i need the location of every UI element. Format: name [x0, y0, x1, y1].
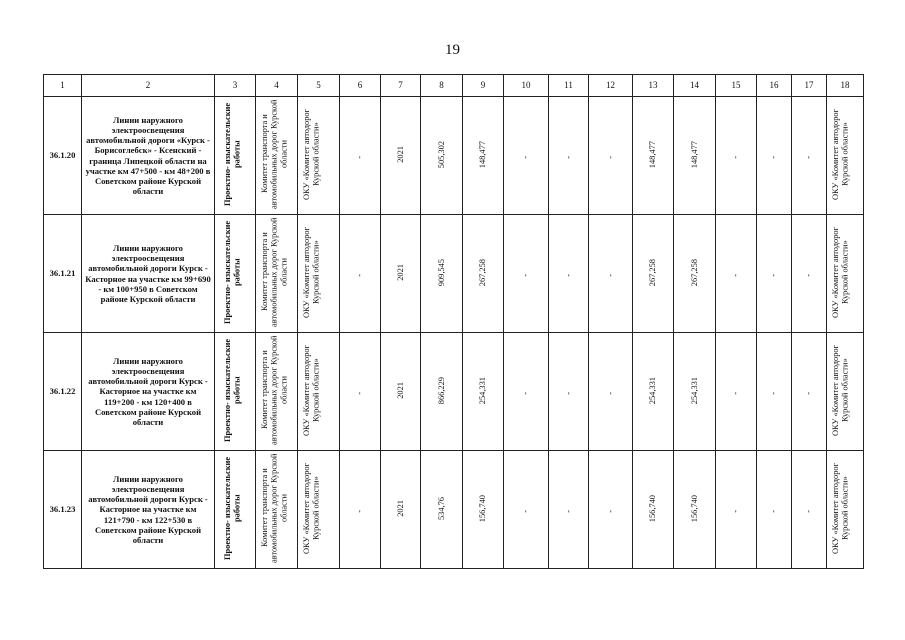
cell-col9	[463, 333, 504, 451]
value-col17: -	[804, 155, 814, 159]
cell-col14	[674, 215, 716, 333]
value-col13: 148,477	[648, 140, 658, 169]
cell-col10	[504, 97, 549, 215]
value-col8: 534,76	[436, 496, 446, 520]
column-header: 11	[549, 75, 589, 97]
committee: Комитет транспорта и автомобильных дорог Курской области	[259, 99, 288, 210]
header-row	[44, 75, 864, 97]
value-col12: -	[605, 391, 615, 395]
column-header: 13	[633, 75, 674, 97]
executor-cell	[827, 215, 864, 333]
year-cell	[381, 97, 421, 215]
value-col12: -	[605, 509, 615, 513]
cell-col9	[463, 451, 504, 569]
value-col13: 254,331	[648, 376, 658, 405]
object-name: Линии наружного электроосвещения автомобильной дороги Курск - Касторное на участке км 119+200 - км 120+400 в Советском районе Курской области	[82, 333, 215, 451]
value-col14: 156,740	[689, 494, 699, 523]
committee: Комитет транспорта и автомобильных дорог Курской области	[259, 453, 288, 564]
value-col10: -	[521, 509, 531, 513]
row-code: 36.1.21	[44, 215, 82, 333]
column-header: 16	[757, 75, 792, 97]
year: 2021	[395, 264, 405, 281]
work-type: Проектно- изыскательские работы	[223, 456, 242, 560]
year: 2021	[395, 500, 405, 517]
executor: ОКУ «Комитет автодорог Курской области»	[831, 344, 850, 436]
customer: ОКУ «Комитет автодорог Курской области»	[301, 344, 321, 436]
executor-cell	[827, 333, 864, 451]
year-cell	[381, 215, 421, 333]
column-header: 12	[589, 75, 633, 97]
value-col17: -	[804, 391, 814, 395]
value-col6: -	[355, 391, 365, 395]
cell-col13	[633, 97, 674, 215]
cell-col11	[549, 97, 589, 215]
value-col17: -	[804, 273, 814, 277]
investment-table	[43, 74, 864, 569]
value-col11: -	[563, 509, 573, 513]
cell-col17	[792, 451, 827, 569]
cell-col14	[674, 97, 716, 215]
work-type: Проектно- изыскательские работы	[223, 102, 242, 206]
column-header: 5	[298, 75, 340, 97]
value-col15: -	[731, 391, 741, 395]
executor-cell	[827, 451, 864, 569]
cell-col6	[340, 451, 381, 569]
value-col11: -	[563, 155, 573, 159]
executor: ОКУ «Комитет автодорог Курской области»	[831, 108, 850, 200]
work-type-cell	[215, 215, 256, 333]
cell-col10	[504, 215, 549, 333]
customer-cell	[298, 215, 340, 333]
value-col10: -	[521, 391, 531, 395]
value-col6: -	[355, 509, 365, 513]
column-header: 1	[44, 75, 82, 97]
committee-cell	[256, 215, 298, 333]
value-col8: 909,545	[436, 258, 446, 287]
value-col6: -	[355, 273, 365, 277]
column-header: 18	[827, 75, 864, 97]
work-type-cell	[215, 333, 256, 451]
customer-cell	[298, 451, 340, 569]
cell-col17	[792, 97, 827, 215]
value-col8: 505,302	[436, 140, 446, 169]
value-col17: -	[804, 509, 814, 513]
value-col11: -	[563, 273, 573, 277]
cell-col11	[549, 215, 589, 333]
column-header: 4	[256, 75, 298, 97]
value-col14: 148,477	[689, 140, 699, 169]
executor: ОКУ «Комитет автодорог Курской области»	[831, 462, 850, 554]
cell-col16	[757, 215, 792, 333]
cell-col15	[716, 215, 757, 333]
cell-col15	[716, 451, 757, 569]
cell-col6	[340, 333, 381, 451]
cell-col6	[340, 97, 381, 215]
table-row	[44, 215, 864, 333]
work-type: Проектно- изыскательские работы	[223, 338, 242, 442]
row-code: 36.1.23	[44, 451, 82, 569]
work-type-cell	[215, 451, 256, 569]
value-col14: 254,331	[689, 376, 699, 405]
column-header: 7	[381, 75, 421, 97]
column-header: 14	[674, 75, 716, 97]
cell-col9	[463, 97, 504, 215]
committee: Комитет транспорта и автомобильных дорог Курской области	[259, 217, 288, 328]
customer-cell	[298, 333, 340, 451]
value-col9: 267,258	[478, 258, 488, 287]
cell-col13	[633, 333, 674, 451]
value-col16: -	[769, 273, 779, 277]
cell-col12	[589, 333, 633, 451]
table-row	[44, 333, 864, 451]
cell-col11	[549, 451, 589, 569]
work-type: Проектно- изыскательские работы	[223, 220, 242, 324]
page-number: 19	[445, 42, 460, 58]
cell-col17	[792, 215, 827, 333]
cell-col8	[421, 97, 463, 215]
cell-col10	[504, 333, 549, 451]
cell-col15	[716, 333, 757, 451]
customer-cell	[298, 97, 340, 215]
table-row	[44, 451, 864, 569]
column-header: 15	[716, 75, 757, 97]
row-code: 36.1.22	[44, 333, 82, 451]
cell-col8	[421, 333, 463, 451]
work-type-cell	[215, 97, 256, 215]
column-header: 10	[504, 75, 549, 97]
year-cell	[381, 451, 421, 569]
value-col15: -	[731, 509, 741, 513]
value-col13: 156,740	[648, 494, 658, 523]
year: 2021	[395, 146, 405, 163]
column-header: 9	[463, 75, 504, 97]
value-col9: 156,740	[478, 494, 488, 523]
object-name: Линии наружного электроосвещения автомобильной дороги Курск - Касторное на участке км 99+690 - км 100+950 в Советском районе Курской области	[82, 215, 215, 333]
cell-col6	[340, 215, 381, 333]
object-name: Линии наружного электроосвещения автомобильной дороги Курск - Касторное на участке км 121+790 - км 122+530 в Советском районе Курской области	[82, 451, 215, 569]
value-col14: 267,258	[689, 258, 699, 287]
cell-col12	[589, 215, 633, 333]
cell-col16	[757, 451, 792, 569]
executor-cell	[827, 97, 864, 215]
value-col13: 267,258	[648, 258, 658, 287]
value-col15: -	[731, 155, 741, 159]
column-header: 3	[215, 75, 256, 97]
column-header: 17	[792, 75, 827, 97]
value-col16: -	[769, 509, 779, 513]
committee-cell	[256, 333, 298, 451]
customer: ОКУ «Комитет автодорог Курской области»	[301, 226, 321, 318]
cell-col11	[549, 333, 589, 451]
cell-col12	[589, 451, 633, 569]
customer: ОКУ «Комитет автодорог Курской области»	[301, 462, 321, 554]
value-col12: -	[605, 273, 615, 277]
cell-col16	[757, 333, 792, 451]
cell-col9	[463, 215, 504, 333]
cell-col16	[757, 97, 792, 215]
cell-col17	[792, 333, 827, 451]
committee: Комитет транспорта и автомобильных дорог Курской области	[259, 335, 288, 446]
value-col8: 866,229	[436, 376, 446, 405]
year-cell	[381, 333, 421, 451]
committee-cell	[256, 97, 298, 215]
value-col16: -	[769, 391, 779, 395]
table-row	[44, 97, 864, 215]
committee-cell	[256, 451, 298, 569]
column-header: 8	[421, 75, 463, 97]
cell-col8	[421, 451, 463, 569]
cell-col8	[421, 215, 463, 333]
cell-col15	[716, 97, 757, 215]
cell-col13	[633, 215, 674, 333]
cell-col13	[633, 451, 674, 569]
cell-col14	[674, 451, 716, 569]
customer: ОКУ «Комитет автодорог Курской области»	[301, 108, 321, 200]
value-col10: -	[521, 155, 531, 159]
value-col15: -	[731, 273, 741, 277]
cell-col10	[504, 451, 549, 569]
object-name: Линии наружного электроосвещения автомобильной дороги «Курск - Борисоглебск» - Ксенский - граница Липецкой области на участке км 47+500 - км 48+200 в Советском районе Курской области	[82, 97, 215, 215]
column-header: 6	[340, 75, 381, 97]
cell-col12	[589, 97, 633, 215]
cell-col14	[674, 333, 716, 451]
column-header: 2	[82, 75, 215, 97]
row-code: 36.1.20	[44, 97, 82, 215]
value-col12: -	[605, 155, 615, 159]
value-col16: -	[769, 155, 779, 159]
value-col6: -	[355, 155, 365, 159]
executor: ОКУ «Комитет автодорог Курской области»	[831, 226, 850, 318]
year: 2021	[395, 382, 405, 399]
value-col10: -	[521, 273, 531, 277]
value-col9: 254,331	[478, 376, 488, 405]
value-col11: -	[563, 391, 573, 395]
value-col9: 148,477	[478, 140, 488, 169]
